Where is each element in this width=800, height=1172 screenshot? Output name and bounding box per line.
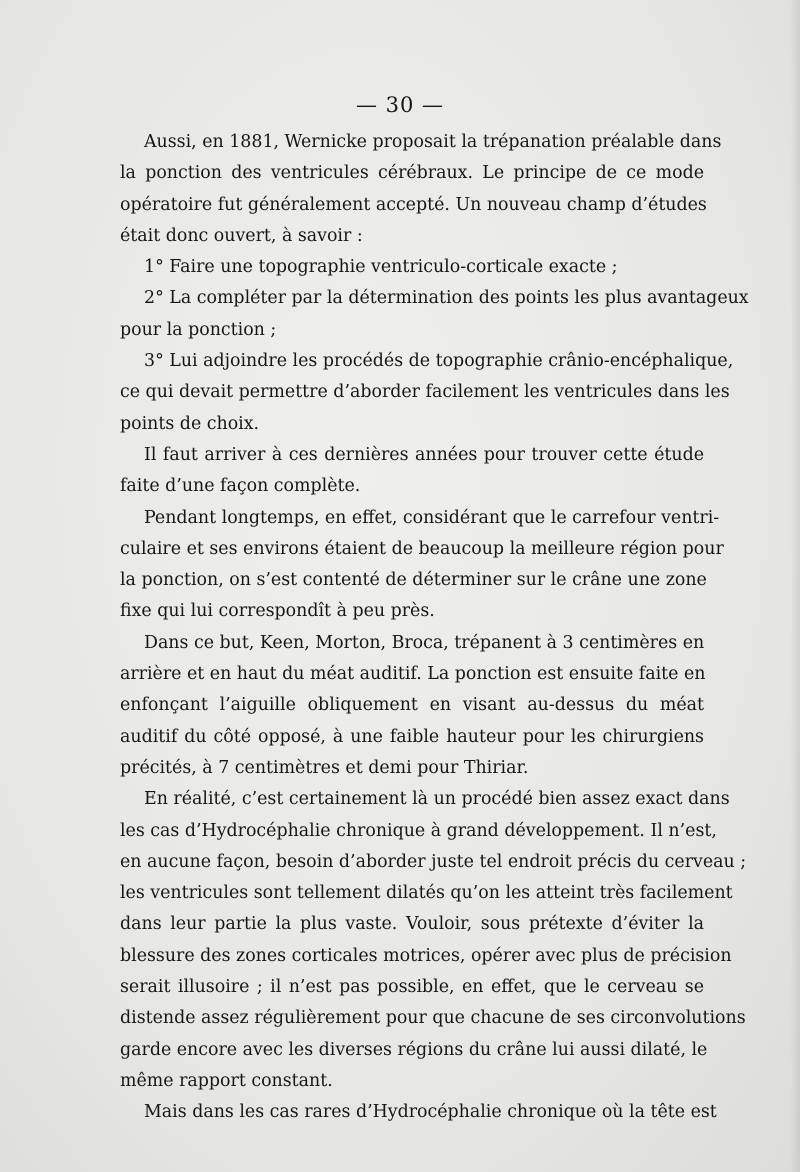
page-edge-shadow (790, 0, 800, 1172)
text-line: points de choix. (120, 413, 260, 434)
text-line: la ponction des ventricules cérébraux. Le principe de ce mode (120, 163, 704, 184)
body-text (120, 127, 749, 1129)
text-line: garde encore avec les diverses régions du crâne lui aussi dilaté, le (120, 1039, 708, 1060)
text-line: Mais dans les cas rares d’Hydrocéphalie chronique où la tête est (144, 1102, 717, 1123)
text-line: 1° Faire une topographie ventriculo-corticale exacte ; (144, 257, 618, 278)
text-line: Dans ce but, Keen, Morton, Broca, trépanent à 3 centimères en (144, 632, 705, 653)
text-line: Il faut arriver à ces dernières années pour trouver cette étude (144, 444, 704, 465)
page-number: — 30 — (355, 93, 445, 117)
text-line: serait illusoire ; il n’est pas possible, en effet, que le cerveau se (120, 977, 704, 998)
text-line: Pendant longtemps, en effet, considérant que le carrefour ventri- (144, 507, 720, 528)
text-line: auditif du côté opposé, à une faible hauteur pour les chirurgiens (120, 726, 704, 747)
text-line: Aussi, en 1881, Wernicke proposait la trépanation préalable dans (144, 132, 722, 152)
text-line: les cas d’Hydrocéphalie chronique à grand développement. Il n’est, (120, 820, 717, 841)
text-line: en aucune façon, besoin d’aborder juste tel endroit précis du cerveau ; (120, 851, 747, 872)
text-line: 2° La compléter par la détermination des points les plus avantageux (144, 288, 749, 309)
text-line: ce qui devait permettre d’aborder facilement les ventricules dans les (120, 382, 730, 403)
text-line: la ponction, on s’est contenté de déterminer sur le crâne une zone (120, 570, 707, 591)
text-line: fixe qui lui correspondît à peu près. (120, 601, 435, 622)
text-line: opératoire fut généralement accepté. Un nouveau champ d’études (120, 194, 707, 215)
text-line: distende assez régulièrement pour que chacune de ses circonvolutions (120, 1008, 746, 1029)
text-line: culaire et ses environs étaient de beaucoup la meilleure région pour (120, 538, 724, 559)
text-line: était donc ouvert, à savoir : (120, 225, 363, 246)
text-line: blessure des zones corticales motrices, opérer avec plus de précision (120, 945, 732, 966)
text-line: 3° Lui adjoindre les procédés de topographie crânio-encéphalique, (144, 351, 734, 372)
text-line: enfonçant l’aiguille obliquement en visant au-dessus du méat (120, 695, 704, 716)
text-line: même rapport constant. (120, 1070, 333, 1091)
text-line: pour la ponction ; (120, 319, 277, 340)
text-line: dans leur partie la plus vaste. Vouloir, sous prétexte d’éviter la (120, 914, 704, 935)
text-line: les ventricules sont tellement dilatés qu’on les atteint très facilement (120, 883, 733, 904)
text-line: précités, à 7 centimètres et demi pour Thiriar. (120, 757, 529, 778)
text-line: faite d’une façon complète. (120, 476, 361, 497)
text-line: En réalité, c’est certainement là un procédé bien assez exact dans (144, 789, 730, 810)
text-line: arrière et en haut du méat auditif. La ponction est ensuite faite en (120, 664, 706, 685)
